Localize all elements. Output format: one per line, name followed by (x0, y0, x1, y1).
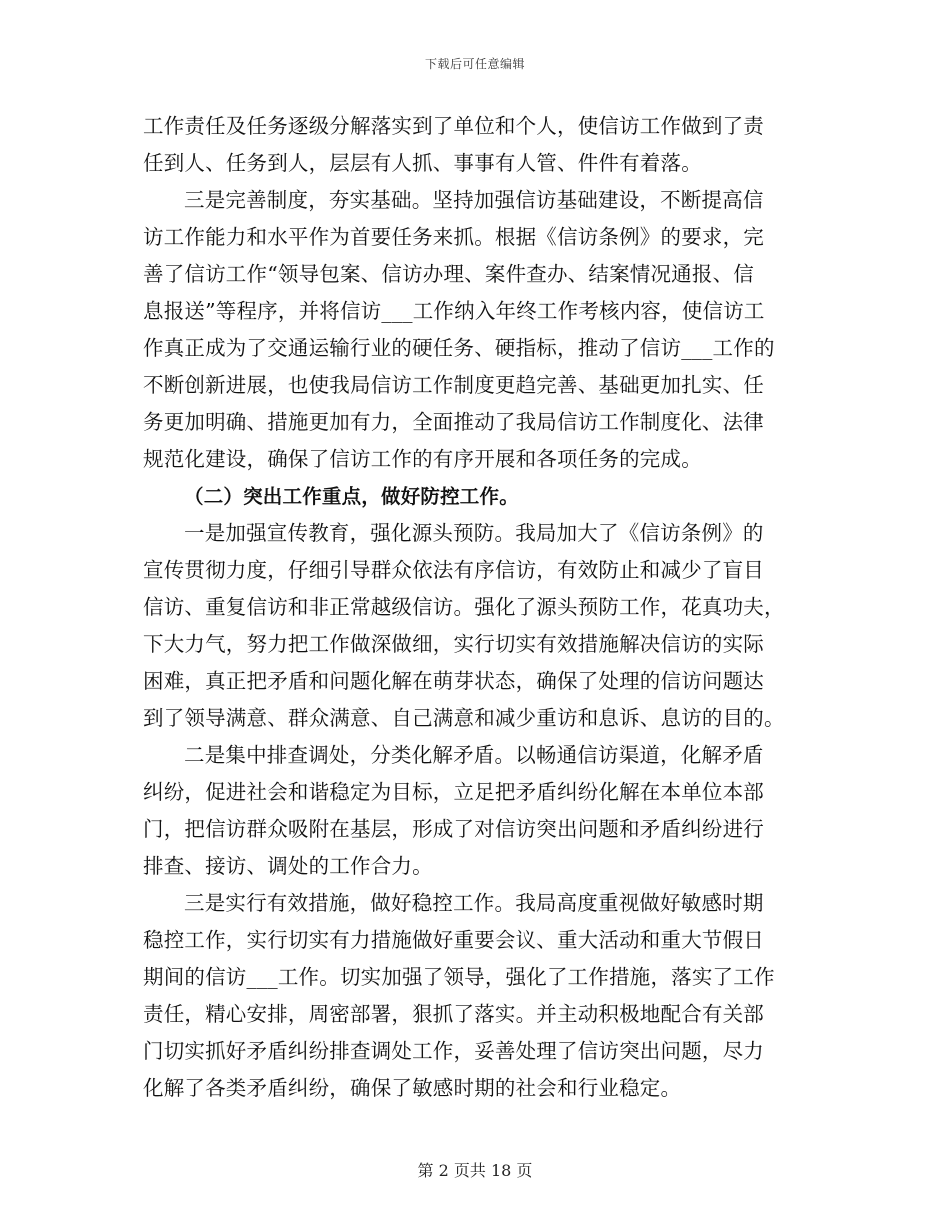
body-line: 务更加明确、措施更加有力，全面推动了我局信访工作制度化、法律 (143, 410, 764, 434)
body-line: 任到人、任务到人，层层有人抓、事事有人管、件件有着落。 (143, 151, 702, 175)
body-line: 工作责任及任务逐级分解落实到了单位和个人，使信访工作做到了责 (143, 114, 764, 138)
body-line: 到了领导满意、群众满意、自己满意和减少重访和息诉、息访的目的。 (143, 706, 785, 730)
paragraph-start-line: 一是加强宣传教育，强化源头预防。我局加大了《信访条例》的 (184, 521, 764, 545)
body-line: 责任，精心安排，周密部署，狠抓了落实。并主动积极地配合有关部 (143, 1002, 764, 1026)
body-line: 纠纷，促进社会和谐稳定为目标，立足把矛盾纠纷化解在本单位本部 (143, 780, 764, 804)
body-line: 作真正成为了交通运输行业的硬任务、硬指标，推动了信访___工作的 (143, 336, 775, 360)
page-number: 第 2 页共 18 页 (417, 1161, 533, 1180)
paragraph-start-line: 三是完善制度，夯实基础。坚持加强信访基础建设，不断提高信 (184, 188, 764, 212)
body-line: 下大力气，努力把工作做深做细，实行切实有效措施解决信访的实际 (143, 632, 764, 656)
body-line: 期间的信访___工作。切实加强了领导，强化了工作措施，落实了工作 (143, 965, 775, 989)
paragraph-start-line: 二是集中排查调处，分类化解矛盾。以畅通信访渠道，化解矛盾 (184, 743, 764, 767)
body-line: 善了信访工作“领导包案、信访办理、案件查办、结案情况通报、信 (143, 262, 754, 286)
body-line: 困难，真正把矛盾和问题化解在萌芽状态，确保了处理的信访问题达 (143, 669, 764, 693)
body-line: 排查、接访、调处的工作合力。 (143, 854, 433, 878)
body-line: 规范化建设，确保了信访工作的有序开展和各项任务的完成。 (143, 447, 702, 471)
body-line: 信访、重复信访和非正常越级信访。强化了源头预防工作，花真功夫， (143, 595, 785, 619)
body-line: 宣传贯彻力度，仔细引导群众依法有序信访，有效防止和减少了盲目 (143, 558, 764, 582)
body-line: 稳控工作，实行切实有力措施做好重要会议、重大活动和重大节假日 (143, 928, 764, 952)
body-line: 化解了各类矛盾纠纷，确保了敏感时期的社会和行业稳定。 (143, 1076, 682, 1100)
page-header: 下载后可任意编辑 (424, 57, 525, 71)
body-line: 不断创新进展，也使我局信访工作制度更趋完善、基础更加扎实、任 (143, 373, 764, 397)
section-heading: （二）突出工作重点，做好防控工作。 (184, 485, 519, 508)
document-body (143, 108, 807, 1107)
body-line: 门，把信访群众吸附在基层，形成了对信访突出问题和矛盾纠纷进行 (143, 817, 764, 841)
body-line: 息报送”等程序，并将信访___工作纳入年终工作考核内容，使信访工 (143, 299, 765, 323)
body-line: 访工作能力和水平作为首要任务来抓。根据《信访条例》的要求，完 (143, 225, 764, 249)
paragraph-start-line: 三是实行有效措施，做好稳控工作。我局高度重视做好敏感时期 (184, 891, 764, 915)
body-line: 门切实抓好矛盾纠纷排查调处工作，妥善处理了信访突出问题，尽力 (143, 1039, 764, 1063)
